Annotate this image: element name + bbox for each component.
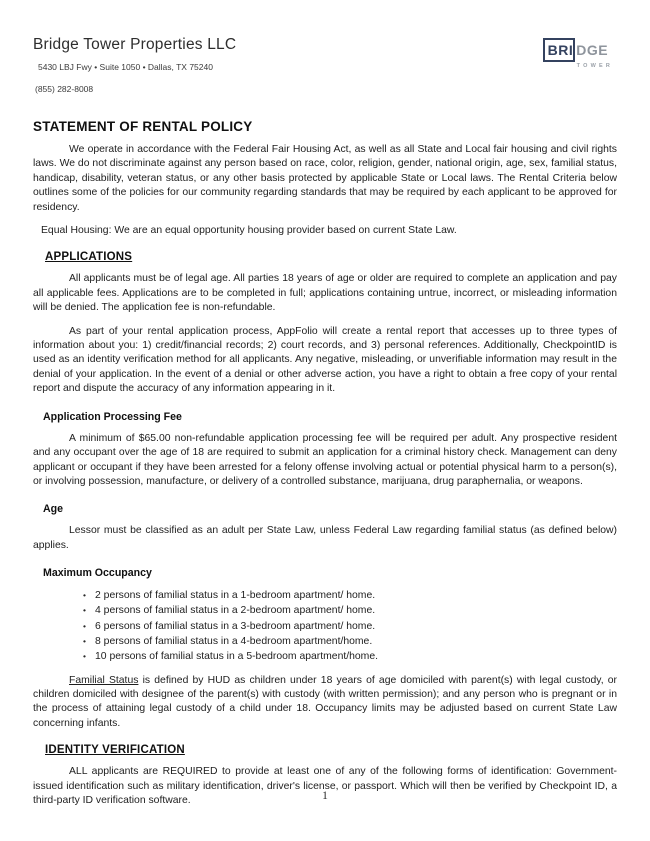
logo-wordmark <box>543 38 613 62</box>
letterhead-left <box>33 36 236 94</box>
logo-square-frame <box>543 38 576 62</box>
logo-text-dge: DGE <box>576 42 609 58</box>
identity-verification-paragraph: ALL applicants are REQUIRED to provide at least one of any of the following forms of identification: Government-issued identification such as military identification, driver's license, or passport. Which will then be verified by Checkpoint ID, a third-party ID verification software. <box>33 766 617 807</box>
applications-paragraph-2: As part of your rental application process, AppFolio will create a rental report that accesses up to three types of information about you: 1) credit/financial records; 2) court records, and 3) personal references. Additionally, CheckpointID is used as an identity verification method for all applicants. Any negative, misleading, or unverifiable information may result in the denial of your application. In the event of a denial or other adverse action, you have a right to obtain a free copy of your rental report and dispute the accuracy of any information appearing in it. <box>33 325 617 395</box>
occupancy-item-4br: • 8 persons of familial status in a 4-bedroom apartment/home. <box>95 634 617 649</box>
bridge-tower-logo <box>543 38 613 70</box>
letterhead <box>33 36 617 94</box>
section-heading-identity-verification: IDENTITY VERIFICATION <box>45 744 185 757</box>
logo-text-tower: TOWER <box>576 63 613 69</box>
company-address: 5430 LBJ Fwy • Suite 1050 • Dallas, TX 75240 <box>38 62 213 72</box>
page-title: STATEMENT OF RENTAL POLICY <box>33 119 253 134</box>
equal-housing-note: Equal Housing: We are an equal opportunity housing provider based on current State Law. <box>41 225 457 237</box>
logo-text-bri: BRI <box>547 42 574 58</box>
section-heading-applications: APPLICATIONS <box>45 251 133 264</box>
familial-status-paragraph <box>33 674 617 732</box>
company-phone: (855) 282-8008 <box>35 84 94 94</box>
occupancy-item-2br: • 4 persons of familial status in a 2-bedroom apartment/ home. <box>95 603 617 618</box>
application-fee-paragraph: A minimum of $65.00 non-refundable application processing fee will be required per adult. Any prospective resident and any occupant over the age of 18 are required to submit an application for a criminal history check. Management can deny applicant or occupant if they have been arrested for a felony offense involving actual or potential physical harm to a person(s), or involving possession, manufacture, or delivery of a controlled substance, marijuana, drug paraphernalia, or weapons. <box>33 432 617 487</box>
company-name: Bridge Tower Properties LLC <box>33 36 237 53</box>
occupancy-item-5br: • 10 persons of familial status in a 5-bedroom apartment/home. <box>95 649 617 664</box>
subheading-age: Age <box>43 503 64 516</box>
age-paragraph: Lessor must be classified as an adult per State Law, unless Federal Law regarding familial status (as defined below) applies. <box>33 525 617 551</box>
occupancy-item-3br: • 6 persons of familial status in a 3-bedroom apartment/ home. <box>95 619 617 634</box>
occupancy-item-1br: • 2 persons of familial status in a 1-bedroom apartment/ home. <box>95 588 617 603</box>
page-number: 1 <box>322 790 328 802</box>
familial-status-term: Familial Status <box>69 674 139 686</box>
intro-paragraph: We operate in accordance with the Federal Fair Housing Act, as well as all State and Local fair housing and civil rights laws. We do not discriminate against any person based on race, color, religion, gender, national origin, age, sex, familial status, handicap, disability, veteran status, or any other basis protected by applicable State or Local laws. The Rental Criteria below outlines some of the policies for our community regarding standards that may be required by each applicant to be approved for residency. <box>33 144 617 213</box>
occupancy-list <box>33 588 617 664</box>
familial-status-definition: is defined by HUD as children under 18 years of age domiciled with parent(s) with legal custody, or children domiciled with designee of the parent(s) with custody (with written permission); and any person who is pregnant or in the process of attaining legal custody of a child under 18. Occupancy limits may be adjusted based on current State Law concerning infants. <box>33 674 617 729</box>
subheading-application-processing-fee: Application Processing Fee <box>43 410 182 423</box>
subheading-maximum-occupancy: Maximum Occupancy <box>43 567 152 580</box>
applications-paragraph-1: All applicants must be of legal age. All parties 18 years of age or older are required to complete an application and pay all applicable fees. Applications are to be completed in full; applications containing untrue, incorrect, or misleading information will be denied. The application fee is non-refundable. <box>33 273 617 314</box>
